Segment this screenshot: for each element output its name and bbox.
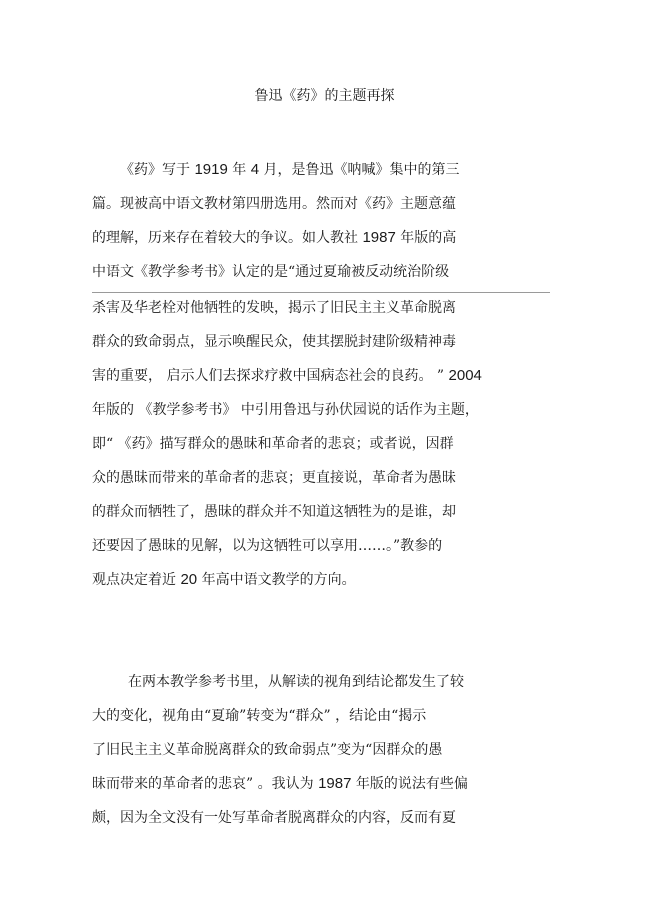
- text-segment: 年版的高: [395, 230, 457, 246]
- text-segment: 月，是鲁迅《呐喊》集中的第三: [259, 162, 460, 178]
- text-line: [120, 160, 460, 180]
- text-segment: 在两本教学参考书里，从解读的视角到结论都发生了较: [128, 674, 464, 690]
- number-text: 1919: [194, 161, 228, 178]
- text-line: [128, 672, 464, 692]
- horizontal-rule: [92, 292, 550, 293]
- text-line: [92, 706, 426, 726]
- text-segment: 的理解，历来存在着较大的争议。如人教社: [92, 230, 363, 246]
- text-segment: 杀害及华老栓对他牺牲的发映，揭示了旧民主主义革命脱离: [92, 300, 456, 316]
- text-segment: 颇，因为全文没有一处写革命者脱离群众的内容，反而有夏: [92, 810, 456, 826]
- text-segment: 年高中语文教学的方向。: [197, 572, 356, 588]
- text-line: [92, 808, 456, 828]
- text-segment: 年版的说法有些偏: [351, 776, 468, 792]
- number-text: 4: [250, 161, 260, 178]
- text-line: [92, 468, 456, 488]
- text-line: [92, 262, 449, 282]
- text-segment: 《药》写于: [120, 162, 195, 178]
- text-line: [92, 400, 479, 420]
- text-segment: 众的愚昧而带来的革命者的悲哀；更直接说，革命者为愚昧: [92, 470, 456, 486]
- text-line: [92, 332, 456, 352]
- text-line: [92, 774, 468, 794]
- text-line: [92, 298, 456, 318]
- number-text: 1987: [362, 229, 396, 246]
- text-segment: 昧而带来的革命者的悲哀” 。我认为: [92, 776, 319, 792]
- text-line: [92, 434, 454, 454]
- text-segment: 年版的 《教学参考书》 中引用鲁迅与孙伏园说的话作为主题，: [92, 402, 479, 418]
- text-segment: 篇。现被高中语文教材第四册选用。然而对《药》主题意蕴: [92, 196, 456, 212]
- document-title: 鲁迅《药》的主题再探: [254, 88, 395, 104]
- text-line: [92, 366, 482, 386]
- number-text: 1987: [318, 775, 352, 792]
- text-segment: 即“ 《药》描写群众的愚昧和革命者的悲哀；或者说，因群: [92, 436, 454, 452]
- text-line: [92, 536, 442, 556]
- text-segment: 的群众而牺牲了，愚昧的群众并不知道这牺牲为的是谁，却: [92, 504, 456, 520]
- text-segment: 中语文《教学参考书》认定的是“通过夏瑜被反动统治阶级: [92, 264, 450, 280]
- text-line: [92, 740, 442, 760]
- text-segment: 大的变化，视角由“夏瑜”转变为“群众” ，结论由“揭示: [92, 708, 427, 724]
- text-line: [92, 570, 356, 590]
- text-segment: 年: [227, 162, 251, 178]
- number-text: 2004: [448, 367, 482, 384]
- text-segment: 群众的致命弱点，显示唤醒民众，使其摆脱封建阶级精神毒: [92, 334, 456, 350]
- text-segment: 了旧民主主义革命脱离群众的致命弱点”变为“因群众的愚: [92, 742, 443, 758]
- text-segment: 害的重要， 启示人们去探求疗救中国病态社会的良药。 ”: [92, 368, 449, 384]
- number-text: 20: [180, 571, 198, 588]
- text-line: [92, 194, 456, 214]
- text-segment: 观点决定着近: [92, 572, 181, 588]
- text-segment: 还要因了愚昧的见解，以为这牺牲可以享用……。”教参的: [92, 538, 443, 554]
- text-line: [92, 502, 456, 522]
- text-line: [92, 228, 456, 248]
